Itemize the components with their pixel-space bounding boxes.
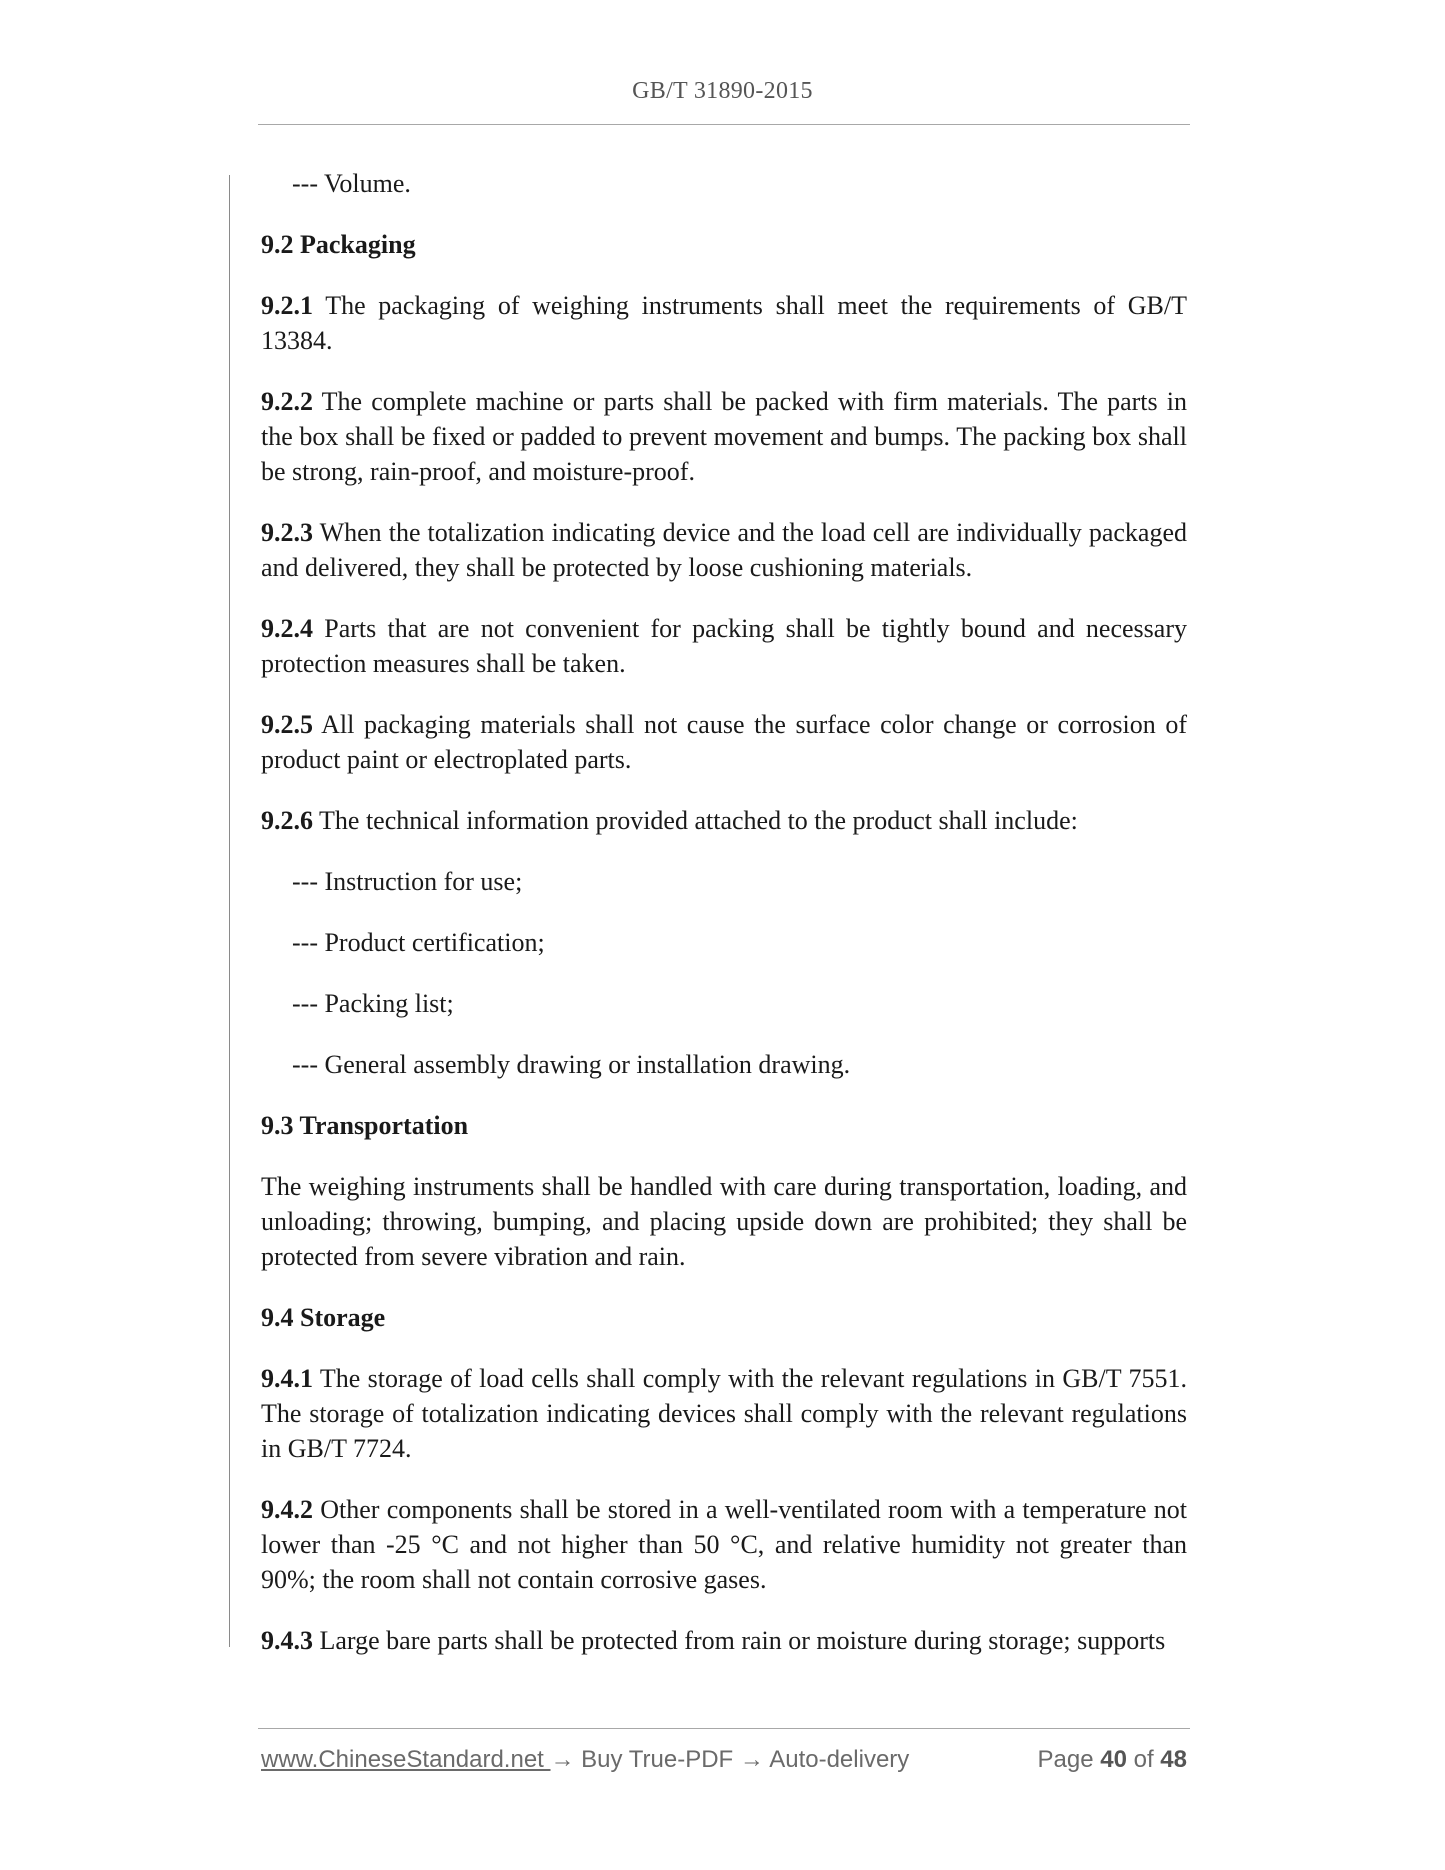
- clause-text: Large bare parts shall be protected from rain or moisture during storage; supports: [313, 1626, 1166, 1655]
- margin-change-bar: [229, 175, 230, 1647]
- section-heading-9-2: 9.2 Packaging: [261, 230, 416, 259]
- page-total: 48: [1160, 1746, 1187, 1773]
- clause-text: Parts that are not convenient for packing shall be tightly bound and necessary protection measures shall be taken.: [261, 614, 1187, 678]
- clause-9-2-3: [261, 515, 1187, 585]
- clause-9-4-2: [261, 1492, 1187, 1597]
- page-footer: [261, 1746, 1187, 1780]
- clause-number: 9.2.3: [261, 518, 313, 547]
- clause-number: 9.4.3: [261, 1626, 313, 1655]
- section-heading-9-3: 9.3 Transportation: [261, 1111, 469, 1140]
- clause-text: The complete machine or parts shall be packed with firm materials. The parts in the box shall be fixed or padded to prevent movement and bumps. The packing box shall be strong, rain-proof, and moisture-proof.: [261, 387, 1187, 486]
- page-number: 40: [1100, 1746, 1127, 1773]
- clause-9-4-1: [261, 1361, 1187, 1466]
- clause-9-2-1: [261, 288, 1187, 358]
- clause-number: 9.4.2: [261, 1495, 313, 1524]
- clause-number: 9.2.5: [261, 710, 313, 739]
- clause-text: When the totalization indicating device and the load cell are individually packaged and delivered, they shall be protected by loose cushioning materials.: [261, 518, 1187, 582]
- paragraph-9-3: The weighing instruments shall be handled with care during transportation, loading, and unloading; throwing, bumping, and placing upside down are prohibited; they shall be protected from severe vibration and rain.: [261, 1172, 1187, 1271]
- clause-9-2-6: [261, 803, 1187, 838]
- page-header-title: GB/T 31890-2015: [632, 78, 813, 104]
- footer-promo: [261, 1746, 909, 1774]
- list-item: --- General assembly drawing or installation drawing.: [292, 1050, 851, 1079]
- list-item-volume: --- Volume.: [292, 169, 411, 198]
- list-item: --- Packing list;: [292, 989, 454, 1018]
- header-divider: [258, 124, 1190, 125]
- clause-9-2-2: [261, 384, 1187, 489]
- list-item: --- Product certification;: [292, 928, 545, 957]
- clause-text: The storage of load cells shall comply with the relevant regulations in GB/T 7551. The storage of totalization indicating devices shall comply with the relevant regulations in GB/T 7724.: [261, 1364, 1187, 1463]
- footer-divider: [258, 1728, 1190, 1729]
- clause-9-2-4: [261, 611, 1187, 681]
- clause-9-2-5: [261, 707, 1187, 777]
- of-label: of: [1133, 1746, 1154, 1773]
- clause-text: Other components shall be stored in a well-ventilated room with a temperature not lower than -25 °C and not higher than 50 °C, and relative humidity not greater than 90%; the room shall not contain corrosive gases.: [261, 1495, 1187, 1594]
- clause-text: The technical information provided attached to the product shall include:: [313, 806, 1078, 835]
- clause-number: 9.2.2: [261, 387, 313, 416]
- section-heading-9-4: 9.4 Storage: [261, 1303, 386, 1332]
- document-body: [261, 166, 1187, 1684]
- clause-text: All packaging materials shall not cause the surface color change or corrosion of product paint or electroplated parts.: [261, 710, 1187, 774]
- list-item: --- Instruction for use;: [292, 867, 523, 896]
- clause-number: 9.2.1: [261, 291, 313, 320]
- website-link[interactable]: www.ChineseStandard.net: [261, 1746, 551, 1773]
- clause-number: 9.2.4: [261, 614, 313, 643]
- clause-number: 9.4.1: [261, 1364, 313, 1393]
- footer-promo-text: → Buy True-PDF → Auto-delivery: [550, 1746, 910, 1773]
- page-indicator: [1038, 1746, 1188, 1774]
- clause-9-4-3: [261, 1623, 1187, 1658]
- clause-text: The packaging of weighing instruments shall meet the requirements of GB/T 13384.: [261, 291, 1187, 355]
- page-label: Page: [1037, 1746, 1094, 1773]
- clause-number: 9.2.6: [261, 806, 313, 835]
